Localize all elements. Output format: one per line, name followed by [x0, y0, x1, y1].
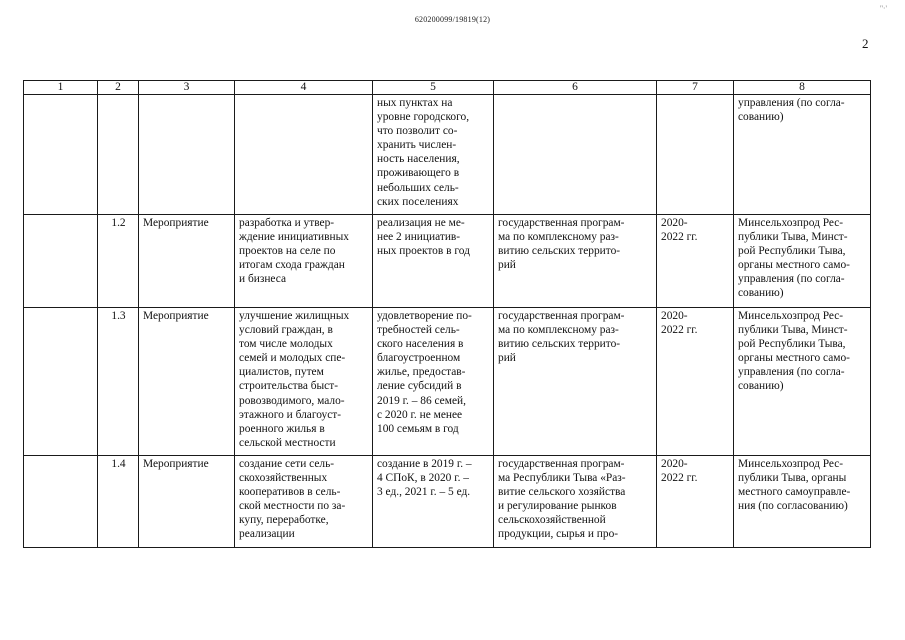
table-cell — [98, 95, 139, 215]
table-cell — [139, 95, 235, 215]
table-cell: удовлетворение по- требностей сель- ского населения в благоустроенном жилье, предостав- ление субсидий в 2019 г. – 86 семей, с 2020 г. не менее 100 семьям в год — [373, 308, 494, 456]
column-header: 2 — [98, 81, 139, 95]
table-row — [24, 95, 871, 215]
table-cell: создание в 2019 г. – 4 СПоК, в 2020 г. – 3 ед., 2021 г. – 5 ед. — [373, 456, 494, 548]
table-cell — [494, 95, 657, 215]
table-cell: 1.3 — [98, 308, 139, 456]
table-cell: создание сети сель- скохозяйственных кооперативов в сель- ской местности по за- купу, переработке, реализации — [235, 456, 373, 548]
table-cell: Минсельхозпрод Рес- публики Тыва, Минст- рой Республики Тыва, органы местного само- управления (по согла- сованию) — [734, 215, 871, 308]
table-cell: улучшение жилищных условий граждан, в том числе молодых семей и молодых спе- циалистов, путем строительства быст- ровозводимого, мало- этажного и благоуст- роенного жилья в сельской местности — [235, 308, 373, 456]
table-cell — [24, 456, 98, 548]
table-cell — [24, 95, 98, 215]
table-cell: Мероприятие — [139, 456, 235, 548]
column-header: 5 — [373, 81, 494, 95]
table-cell — [657, 95, 734, 215]
table-cell: Мероприятие — [139, 308, 235, 456]
table-cell: управления (по согла- сованию) — [734, 95, 871, 215]
table-cell: ных пунктах на уровне городского, что позволит со- хранить числен- ность населения, проживающего в небольших сель- ских поселениях — [373, 95, 494, 215]
table-cell — [24, 308, 98, 456]
column-header: 3 — [139, 81, 235, 95]
document-id: 620200099/19819(12) — [414, 15, 491, 24]
column-header: 4 — [235, 81, 373, 95]
table-row — [24, 215, 871, 308]
table-cell — [235, 95, 373, 215]
table-cell: Минсельхозпрод Рес- публики Тыва, органы местного самоуправле- ния (по согласованию) — [734, 456, 871, 548]
table-cell: государственная програм- ма по комплексному раз- витию сельских террито- рий — [494, 215, 657, 308]
table-cell: Минсельхозпрод Рес- публики Тыва, Минст- рой Республики Тыва, органы местного само- управления (по согла- сованию) — [734, 308, 871, 456]
table-cell: реализация не ме- нее 2 инициатив- ных проектов в год — [373, 215, 494, 308]
column-header: 1 — [24, 81, 98, 95]
table-row — [24, 308, 871, 456]
table-cell: 2020- 2022 гг. — [657, 215, 734, 308]
table-cell: Мероприятие — [139, 215, 235, 308]
column-header: 7 — [657, 81, 734, 95]
table-cell: 2020- 2022 гг. — [657, 308, 734, 456]
table-row — [24, 456, 871, 548]
page-number: 2 — [862, 36, 869, 51]
table-cell: государственная програм- ма по комплексному раз- витию сельских террито- рий — [494, 308, 657, 456]
table-cell: 1.4 — [98, 456, 139, 548]
table-header-row — [24, 81, 871, 95]
table-cell: 2020- 2022 гг. — [657, 456, 734, 548]
corner-mark: ''·' — [880, 4, 887, 13]
table-cell: 1.2 — [98, 215, 139, 308]
column-header: 8 — [734, 81, 871, 95]
measures-table — [23, 80, 871, 548]
table-cell — [24, 215, 98, 308]
table-cell: государственная програм- ма Республики Тыва «Раз- витие сельского хозяйства и регулирование рынков сельскохозяйственной продукции, сырья и про- — [494, 456, 657, 548]
table-cell: разработка и утвер- ждение инициативных проектов на селе по итогам схода граждан и бизнеса — [235, 215, 373, 308]
column-header: 6 — [494, 81, 657, 95]
